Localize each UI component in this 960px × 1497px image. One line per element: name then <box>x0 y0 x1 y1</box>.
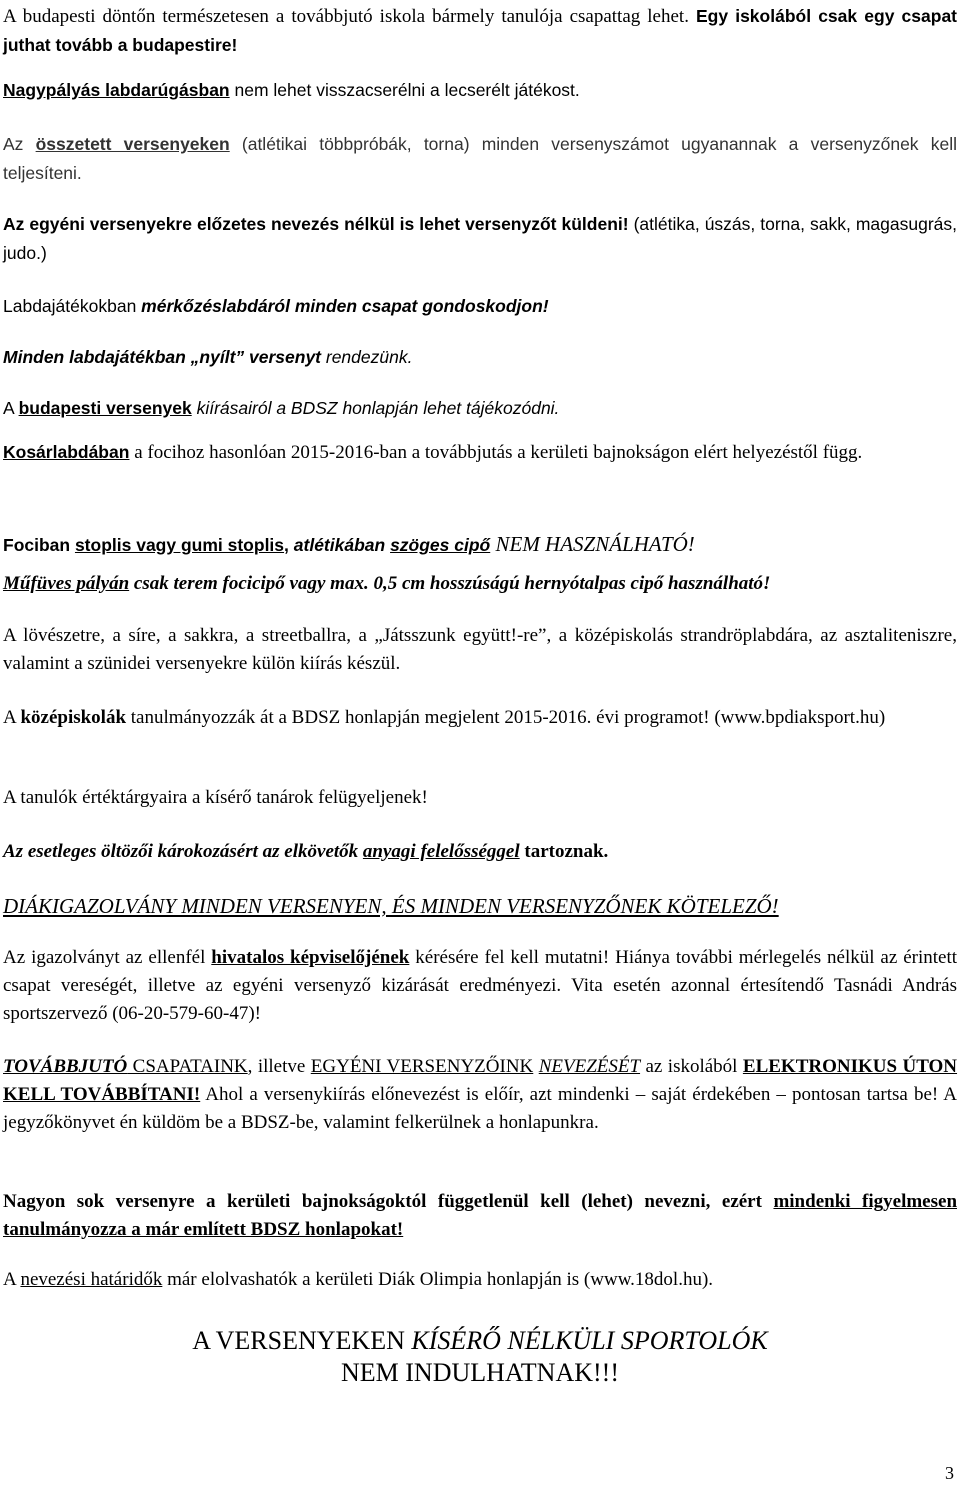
final-notice-line1: A VERSENYEKEN KÍSÉRŐ NÉLKÜLI SPORTOLÓK <box>192 1326 768 1355</box>
paragraph-football-substitution: Nagypályás labdarúgásban nem lehet visszacserélni a lecserélt játékost. <box>3 80 580 100</box>
page-number: 3 <box>945 1463 954 1483</box>
paragraph-separate-announcements: A lövészetre, a síre, a sakkra, a streetballra, a „Játsszunk együtt!-re”, a középiskolás strandröplabdára, az asztaliteniszre, valamint a szünidei versenyekre külön kiírás készül. <box>3 625 957 674</box>
paragraph-electronic-registration: TOVÁBBJUTÓ CSAPATAINK, illetve EGYÉNI VERSENYZŐINK NEVEZÉSÉT az iskolából ELEKTRONIKUS ÚTON KELL TOVÁBBÍTANI! Ahol a versenykiírás előnevezést is előír, azt mindenki – saját érdekében – pontosan tartsa be! A jegyzőkönyvet én küldöm be a BDSZ-be, valamint felkerülnek a honlapunkra. <box>3 1056 958 1133</box>
paragraph-match-ball: Labdajátékokban mérkőzéslabdáról minden csapat gondoskodjon! <box>3 296 549 316</box>
paragraph-combined-events: Az összetett versenyeken (atlétikai többpróbák, torna) minden versenyszámot ugyanannak a versenyzőnek kell teljesíteni. <box>3 134 957 183</box>
paragraph-artificial-turf: Műfüves pályán csak terem focicipő vagy max. 0,5 cm hosszúságú hernyótalpas cipő használható! <box>3 573 771 594</box>
paragraph-open-competition: Minden labdajátékban „nyílt” versenyt rendezünk. <box>3 347 413 367</box>
paragraph-basketball: Kosárlabdában a focihoz hasonlóan 2015-2016-ban a továbbjutás a kerületi bajnokságon elért helyezéstől függ. <box>3 442 863 463</box>
final-notice-line2: NEM INDULHATNAK!!! <box>340 1358 619 1387</box>
paragraph-damages: Az esetleges öltözői károkozásért az elkövetők anyagi felelősséggel tartoznak. <box>3 841 609 862</box>
paragraph-football-shoes: Fociban stoplis vagy gumi stoplis, atlétikában szöges cipő NEM HASZNÁLHATÓ! <box>3 532 695 556</box>
paragraph-individual-events: Az egyéni versenyekre előzetes nevezés nélkül is lehet versenyzőt küldeni! (atlétika, úszás, torna, sakk, magasugrás, judo.) <box>3 214 957 263</box>
paragraph-valuables: A tanulók értéktárgyaira a kísérő tanárok felügyeljenek! <box>3 787 428 808</box>
paragraph-student-id-details: Az igazolványt az ellenfél hivatalos képviselőjének kérésére fel kell mutatni! Hiánya további mérlegelés nélkül az érintett csapat vereségét, illetve az egyéni versenyző kizárását eredményezi. Vita esetén azonnal értesítendő Tasnádi András sportszervező (06-20-579-60-47)! <box>3 947 958 1024</box>
paragraph-budapest-competitions: A budapesti versenyek kiírásairól a BDSZ honlapján lehet tájékozódni. <box>3 398 560 418</box>
paragraph-team-members: A budapesti döntőn természetesen a továbbjutó iskola bármely tanulója csapattag lehet. Egy iskolából csak egy csapat juthat tovább a budapestire! <box>3 6 958 55</box>
paragraph-independent-registration: Nagyon sok versenyre a kerületi bajnokságoktól függetlenül kell (lehet) nevezni, ezért mindenki figyelmesen tanulmányozza a már említett BDSZ honlapokat! <box>3 1191 958 1240</box>
paragraph-student-id-required: DIÁKIGAZOLVÁNY MINDEN VERSENYEN, ÉS MINDEN VERSENYZŐNEK KÖTELEZŐ! <box>3 894 779 918</box>
paragraph-registration-deadlines: A nevezési határidők már elolvashatók a kerületi Diák Olimpia honlapján is (www.18dol.hu). <box>3 1269 714 1290</box>
paragraph-secondary-schools: A középiskolák tanulmányozzák át a BDSZ honlapján megjelent 2015-2016. évi programot! (www.bpdiaksport.hu) <box>3 707 886 728</box>
